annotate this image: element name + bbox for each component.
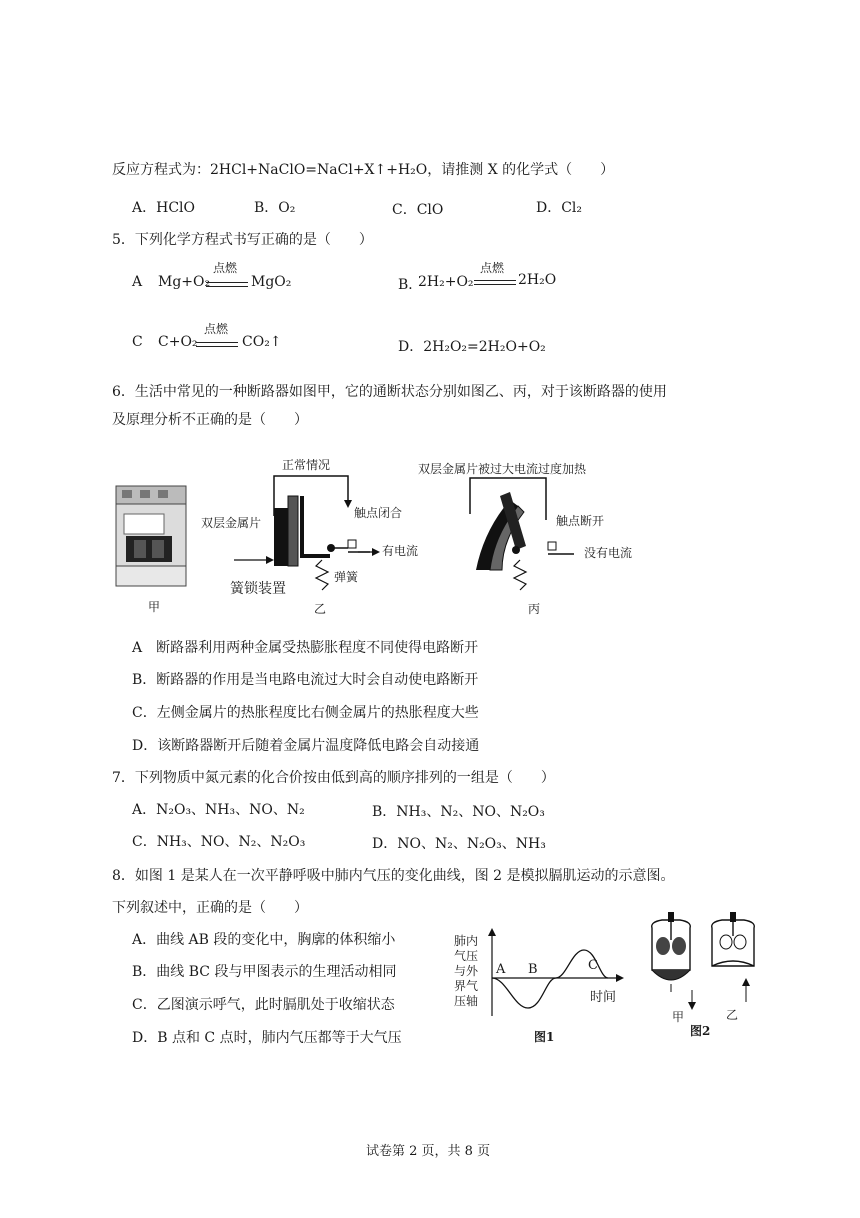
q5-option-b-equals <box>474 280 516 285</box>
q4-option-c: C．ClO <box>392 202 444 218</box>
q7-option-b: B．NH₃、N₂、NO、N₂O₃ <box>372 804 545 820</box>
fig-jia-label: 甲 <box>148 600 161 614</box>
q8-option-a: A．曲线 AB 段的变化中，胸廓的体积缩小 <box>132 932 396 948</box>
q6-stem-line2: 及原理分析不正确的是（ ） <box>112 412 308 428</box>
fig-yi-spring-lock-label: 簧锁装置 <box>230 581 286 597</box>
breaker-photo <box>112 478 192 588</box>
fig2-bell-jars <box>640 910 760 1020</box>
q5-option-b-label: B． <box>398 277 423 293</box>
q5-option-c-left: C+O₂ <box>158 334 198 350</box>
q8-option-c: C．乙图演示呼气，此时膈肌处于收缩状态 <box>132 997 395 1013</box>
fig1-ylabel-line: 压轴 <box>454 994 479 1008</box>
q8-stem-line1: 8．如图 1 是某人在一次平静呼吸中肺内气压的变化曲线，图 2 是模拟膈肌运动的示意图。 <box>112 868 675 884</box>
q5-option-a-right: MgO₂ <box>251 274 292 290</box>
q5-option-c-label: C <box>132 334 143 350</box>
fig-yi-normal-label: 正常情况 <box>282 458 331 472</box>
fig-yi-label: 乙 <box>314 602 327 616</box>
fig1-caption: 图1 <box>534 1030 555 1044</box>
fig-bing-overheat-label: 双层金属片被过大电流过度加热 <box>418 462 587 476</box>
q7-option-c: C．NH₃、NO、N₂、N₂O₃ <box>132 834 306 850</box>
q7-stem: 7．下列物质中氮元素的化合价按由低到高的顺序排列的一组是（ ） <box>112 770 555 786</box>
q7-option-a: A．N₂O₃、NH₃、NO、N₂ <box>132 802 305 818</box>
fig1-ylabel-line: 气压 <box>454 949 479 963</box>
q5-option-b-right: 2H₂O <box>518 272 557 288</box>
fig1-point-c: C <box>588 958 598 973</box>
q4-option-a: A．HClO <box>132 200 195 216</box>
fig1-point-a: A <box>496 962 506 977</box>
breaker-tripped-diagram <box>456 470 656 600</box>
fig1-ylabel-line: 与外 <box>454 964 479 978</box>
fig2-yi-label: 乙 <box>726 1008 739 1022</box>
q5-option-c-equals <box>196 342 238 347</box>
q8-stem-line2: 下列叙述中，正确的是（ ） <box>112 900 308 916</box>
fig-bing-no-current-label: 没有电流 <box>584 546 633 560</box>
q8-option-b: B．曲线 BC 段与甲图表示的生理活动相同 <box>132 964 397 980</box>
q6-stem-line1: 6．生活中常见的一种断路器如图甲，它的通断状态分别如图乙、丙，对于该断路器的使用 <box>112 384 667 400</box>
fig2-caption: 图2 <box>690 1024 711 1038</box>
q5-option-a-left: Mg+O₂ <box>158 274 211 290</box>
fig-yi-bimetal-label: 双层金属片 <box>201 516 262 530</box>
q4-stem: 反应方程式为：2HCl+NaClO=NaCl+X↑+H₂O，请推测 X 的化学式（ ） <box>112 162 615 178</box>
q5-option-a-condition: 点燃 <box>213 261 238 275</box>
fig-yi-spring-label: 弹簧 <box>334 570 359 584</box>
q5-option-a-label: A <box>132 274 143 290</box>
fig-yi-current-label: 有电流 <box>382 544 419 558</box>
fig-yi-contact-closed-label: 触点闭合 <box>354 506 403 520</box>
q4-option-b: B．O₂ <box>254 200 296 216</box>
q5-option-b-condition: 点燃 <box>480 261 505 275</box>
q5-option-a-equals <box>206 282 248 287</box>
fig1-point-b: B <box>528 962 538 977</box>
fig1-xlabel: 时间 <box>590 990 617 1005</box>
page-footer: 试卷第 2 页，共 8 页 <box>366 1144 491 1159</box>
q8-option-d: D．B 点和 C 点时，肺内气压都等于大气压 <box>132 1030 402 1046</box>
q6-option-b: B．断路器的作用是当电路电流过大时会自动使电路断开 <box>132 672 479 688</box>
fig-bing-contact-open-label: 触点断开 <box>556 514 605 528</box>
fig2-jia-label: 甲 <box>672 1010 685 1024</box>
q6-option-c: C．左侧金属片的热胀程度比右侧金属片的热胀程度大些 <box>132 705 479 721</box>
q6-option-d: D．该断路器断开后随着金属片温度降低电路会自动接通 <box>132 738 480 754</box>
fig1-ylabel-line: 肺内 <box>454 934 479 948</box>
q4-option-d: D．Cl₂ <box>536 200 583 216</box>
q5-stem: 5．下列化学方程式书写正确的是（ ） <box>112 232 373 248</box>
fig-bing-label: 丙 <box>528 602 541 616</box>
q5-option-c-condition: 点燃 <box>204 322 229 336</box>
fig1-ylabel <box>454 934 478 1009</box>
fig1-ylabel-line: 界气 <box>454 979 479 993</box>
q5-option-c-right: CO₂↑ <box>242 334 282 350</box>
q7-option-d: D．NO、N₂、N₂O₃、NH₃ <box>372 836 546 852</box>
q6-option-a: A 断路器利用两种金属受热膨胀程度不同使得电路断开 <box>132 640 479 656</box>
q5-option-d: D．2H₂O₂=2H₂O+O₂ <box>398 339 546 355</box>
q5-option-b-left: 2H₂+O₂ <box>418 274 474 290</box>
